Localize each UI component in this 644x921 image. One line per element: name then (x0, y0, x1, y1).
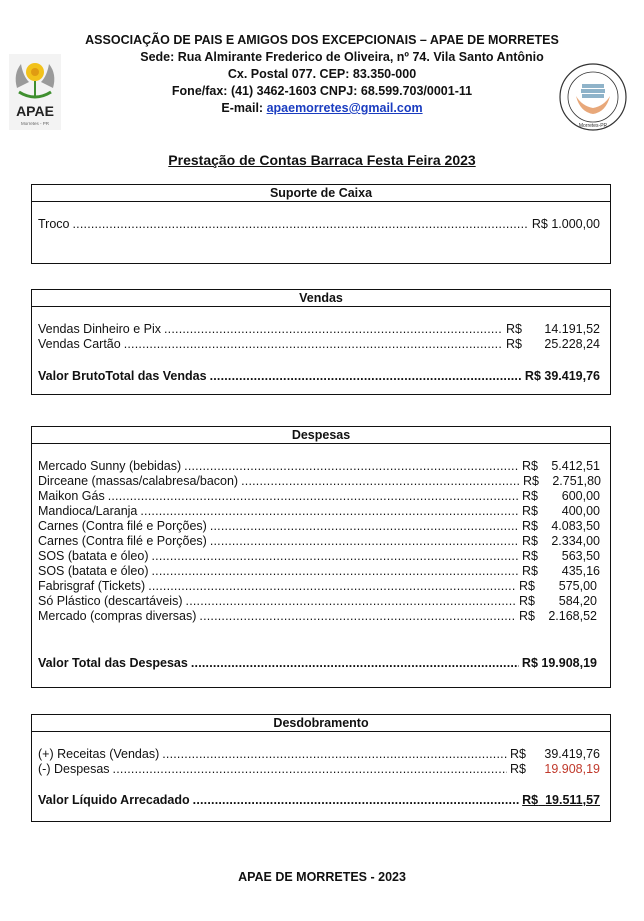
item-value: 1.000,00 (551, 217, 600, 231)
section-despesas (31, 426, 611, 688)
item-value: 563,50 (561, 549, 600, 563)
email-label: E-mail: (221, 101, 267, 115)
flower-hands-icon (9, 54, 61, 130)
leader-dots (162, 747, 507, 762)
item-label: SOS (batata e óleo) (38, 549, 149, 563)
svg-text:Morretes - PR: Morretes - PR (20, 121, 50, 126)
line-item (38, 609, 597, 624)
total-row (38, 369, 600, 384)
line-item (38, 519, 600, 534)
currency: R$ (519, 579, 535, 593)
item-label: Mercado Sunny (bebidas) (38, 459, 182, 473)
currency: R$ (523, 474, 539, 488)
line-item (38, 217, 600, 232)
document-title (0, 152, 644, 168)
currency: R$ (521, 656, 538, 670)
currency: R$ (522, 519, 538, 533)
leader-dots (164, 322, 503, 337)
item-value: 2.168,52 (548, 609, 597, 623)
leader-dots (186, 594, 517, 609)
item-label: Mandioca/Laranja (38, 504, 138, 518)
leader-dots (151, 564, 519, 579)
total-value: 19.511,57 (545, 793, 600, 807)
line-item (38, 504, 600, 519)
currency: R$ (510, 747, 526, 761)
currency: R$ (522, 549, 538, 563)
section-desdobramento (31, 714, 611, 822)
currency: R$ (522, 534, 538, 548)
leader-dots (210, 369, 522, 384)
org-postal: Cx. Postal 077. CEP: 83.350-000 (227, 67, 417, 81)
line-item (38, 549, 600, 564)
org-phone-cnpj: Fone/fax: (41) 3462-1603 CNPJ: 68.599.703/0001-11 (171, 84, 473, 98)
currency: R$ (531, 217, 548, 231)
leader-dots (113, 762, 507, 777)
item-label: Só Plástico (descartáveis) (38, 594, 183, 608)
section-heading: Despesas (32, 427, 610, 444)
net-total (522, 793, 600, 808)
currency: R$ (522, 504, 538, 518)
leader-dots (124, 337, 503, 352)
section-heading: Vendas (32, 290, 610, 307)
item-label: Vendas Cartão (38, 337, 121, 351)
item-label: Dirceane (massas/calabresa/bacon) (38, 474, 239, 488)
item-value: 4.083,50 (551, 519, 600, 533)
line-item (38, 474, 601, 489)
currency: R$ (524, 369, 541, 383)
total-row (38, 793, 600, 808)
leader-dots (140, 504, 519, 519)
total-label: Valor Líquido Arrecadado (38, 793, 190, 807)
leader-dots (151, 549, 519, 564)
line-item (38, 322, 600, 337)
leader-dots (193, 793, 519, 808)
section-vendas (31, 289, 611, 395)
item-label: (-) Despesas (38, 762, 110, 776)
item-value: 2.334,00 (551, 534, 600, 548)
line-item (38, 534, 600, 549)
books-hands-seal-icon (558, 62, 628, 132)
footer: APAE DE MORRETES - 2023 (238, 870, 406, 884)
leader-dots (73, 217, 529, 232)
leader-dots (210, 519, 519, 534)
item-label: Carnes (Contra filé e Porções) (38, 519, 207, 533)
line-item (38, 564, 600, 579)
total-row (38, 656, 597, 671)
item-label: Vendas Dinheiro e Pix (38, 322, 161, 336)
leader-dots (210, 534, 519, 549)
line-item (38, 337, 600, 352)
line-item (38, 762, 600, 777)
item-value: 2.751,80 (552, 474, 601, 488)
total-value: 39.419,76 (544, 369, 600, 383)
line-item (38, 579, 597, 594)
leader-dots (191, 656, 519, 671)
item-label: Mercado (compras diversas) (38, 609, 197, 623)
line-item (38, 594, 597, 609)
document-title-text: Prestação de Contas Barraca Festa Feira 2023 (168, 152, 476, 168)
currency: R$ (506, 322, 522, 336)
org-email-line (0, 100, 644, 117)
item-label: SOS (batata e óleo) (38, 564, 149, 578)
item-value-negative: 19.908,19 (544, 762, 600, 776)
line-item (38, 459, 600, 474)
apae-logo (9, 54, 61, 130)
section-heading: Desdobramento (32, 715, 610, 732)
item-label: Carnes (Contra filé e Porções) (38, 534, 207, 548)
line-item (38, 747, 600, 762)
item-label: Fabrisgraf (Tickets) (38, 579, 146, 593)
item-label: Maikon Gás (38, 489, 105, 503)
currency: R$ (506, 337, 522, 351)
currency: R$ (522, 793, 539, 807)
currency: R$ (522, 564, 538, 578)
org-address: Sede: Rua Almirante Frederico de Oliveira, nº 74. Vila Santo Antônio (140, 50, 544, 64)
currency: R$ (519, 594, 535, 608)
leader-dots (148, 579, 516, 594)
currency: R$ (522, 459, 538, 473)
item-value: 39.419,76 (544, 747, 600, 761)
svg-text:Morretes-PR: Morretes-PR (578, 123, 608, 129)
total-value: 19.908,19 (541, 656, 597, 670)
email-link[interactable]: apaemorretes@gmail.com (266, 101, 423, 115)
school-seal-logo (558, 62, 628, 132)
currency: R$ (519, 609, 535, 623)
currency: R$ (510, 762, 526, 776)
svg-text:APAE: APAE (16, 103, 54, 119)
item-value: 575,00 (558, 579, 597, 593)
leader-dots (108, 489, 519, 504)
currency: R$ (522, 489, 538, 503)
item-label: Troco (38, 217, 70, 231)
leader-dots (199, 609, 516, 624)
leader-dots (241, 474, 520, 489)
section-suporte-caixa (31, 184, 611, 264)
item-value: 25.228,24 (544, 337, 600, 351)
item-value: 435,16 (561, 564, 600, 578)
total-label: Valor Total das Despesas (38, 656, 188, 670)
leader-dots (184, 459, 519, 474)
section-heading: Suporte de Caixa (32, 185, 610, 202)
org-name: ASSOCIAÇÃO DE PAIS E AMIGOS DOS EXCEPCIONAIS – APAE DE MORRETES (85, 33, 559, 47)
total-label: Valor BrutoTotal das Vendas (38, 369, 207, 383)
item-value: 400,00 (561, 504, 600, 518)
item-label: (+) Receitas (Vendas) (38, 747, 160, 761)
item-value: 584,20 (558, 594, 597, 608)
item-value: 600,00 (561, 489, 600, 503)
line-item (38, 489, 600, 504)
letterhead (0, 32, 644, 117)
item-value: 5.412,51 (551, 459, 600, 473)
item-value: 14.191,52 (544, 322, 600, 336)
